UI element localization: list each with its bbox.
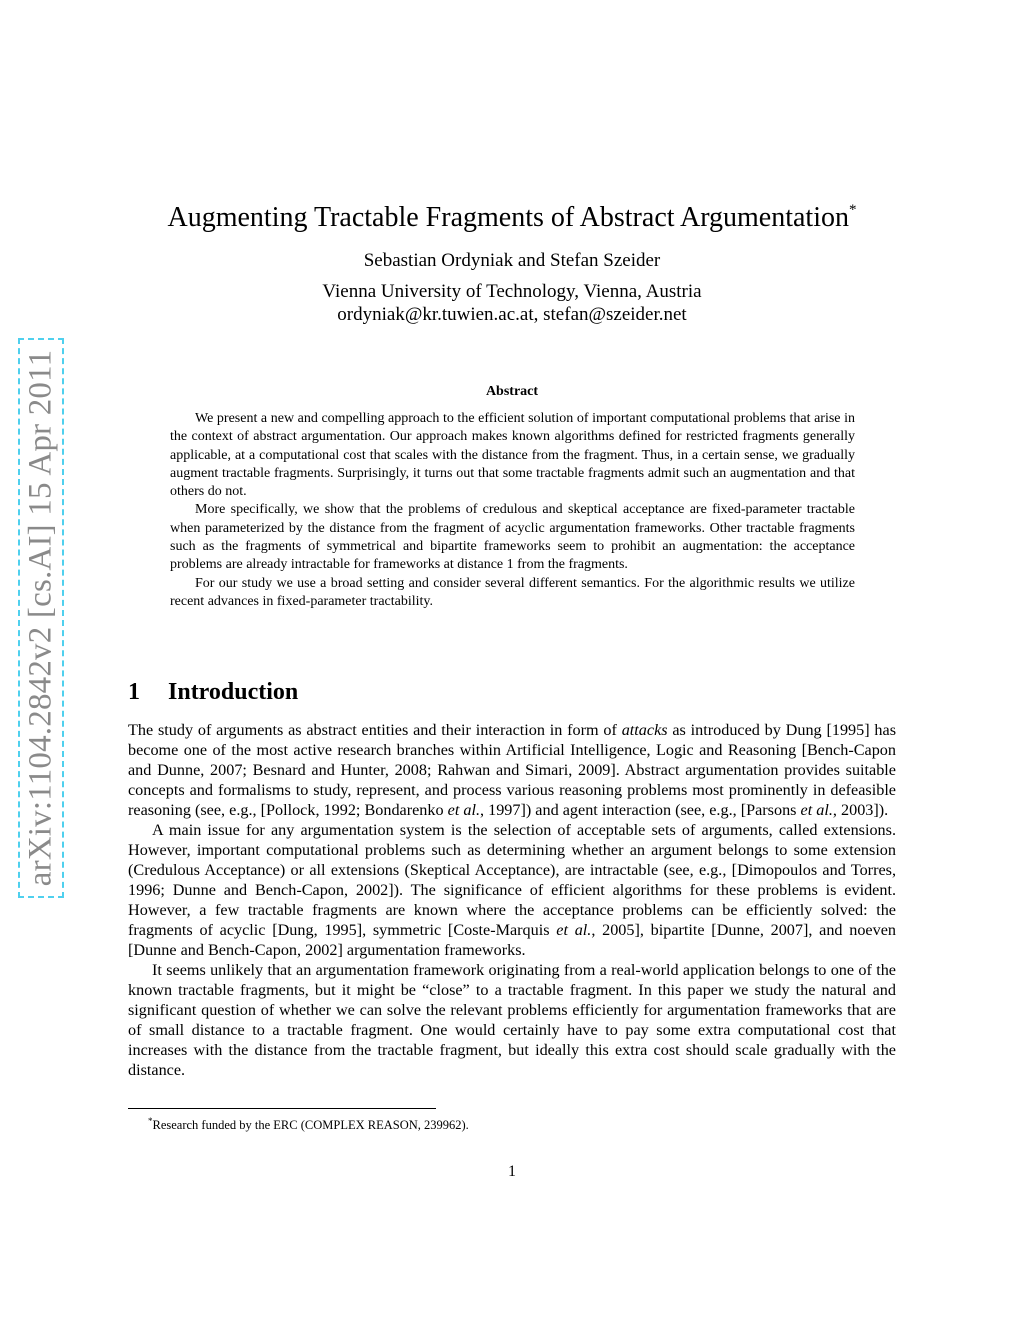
- footnote-text: Research funded by the ERC (COMPLEX REASON, 239962).: [152, 1118, 469, 1132]
- intro-paragraph: [128, 820, 896, 960]
- emphasis: attacks: [621, 721, 668, 739]
- intro-paragraph: It seems unlikely that an argumentation framework originating from a real-world application belongs to one of the known tractable fragments, but it might be “close” to a tractable fragment. In this paper we study the natural and significant question of whether we can solve the relevant problems efficiently for argumentation frameworks that are of small distance to a tractable fragment. One would certainly have to pay some extra computational cost that increases with the distance from the tractable fragment, but ideally this extra cost should scale gradually with the distance.: [128, 961, 896, 1079]
- page-number: 1: [508, 1163, 516, 1180]
- text-run: The study of arguments as abstract entities and their interaction in form of: [128, 721, 622, 739]
- abstract-paragraph: We present a new and compelling approach to the efficient solution of important computational problems that arise in the context of abstract argumentation. Our approach makes known algorithms defined for restricted fragments generally applicable, at a computational cost that scales with the distance from the fragment. Thus, in a certain sense, we gradually augment tractable fragments. Surprisingly, it turns out that some tractable fragments admit such an augmentation and that others do not.: [170, 411, 855, 500]
- intro-paragraph: [128, 720, 896, 820]
- paper-title: [0, 192, 1024, 236]
- introduction-body: [128, 720, 896, 1080]
- emails: ordyniak@kr.tuwien.ac.at, stefan@szeider.net: [337, 304, 687, 325]
- text-run: as introduced by Dung [1995] has become one of the most active research branches within Artificial Intelligence, Logic and Reasoning [Bench-Capon and Dunne, 2007; Besnard and Hunter, 2008; Rahwan and Simari, 2009]. Abstract argumentation provides suitable concepts and formalisms to study, represent, and process various reasoning problems most prominently in defeasible reasoning (see, e.g., [Pollock, 1992; Bondarenko: [128, 721, 896, 819]
- emphasis: et al.: [556, 921, 592, 939]
- footnote-mark: *: [148, 1116, 153, 1126]
- text-run: , 1997]) and agent interaction (see, e.g., [Parsons: [480, 801, 801, 819]
- footnote: [148, 1113, 469, 1133]
- text-run: A main issue for any argumentation system is the selection of acceptable sets of arguments, called extensions. However, important computational problems such as determining whether an argument belongs to some extension (Credulous Acceptance) or all extensions (Skeptical Acceptance), are intractable (see, e.g., [Dimopoulos and Torres, 1996; Dunne and Bench-Capon, 2002]). The significance of efficient algorithms for these problems is evident. However, a few tractable fragments are known where the acceptance problems can be efficiently solved: the fragments of acyclic [Dung, 1995], symmetric [Coste-Marquis: [128, 821, 896, 939]
- emphasis: et al.: [800, 801, 833, 819]
- abstract: [170, 410, 855, 611]
- section-heading: [128, 676, 298, 708]
- abstract-paragraph: For our study we use a broad setting and consider several different semantics. For the algorithmic results we utilize recent advances in fixed-parameter tractability.: [170, 575, 855, 609]
- abstract-paragraph: More specifically, we show that the problems of credulous and skeptical acceptance are fixed-parameter tractable when parameterized by the distance from the fragment of acyclic argumentation frameworks. Other tractable fragments such as the fragments of symmetrical and bipartite frameworks seem to prohibit an augmentation: the acceptance problems are already intractable for frameworks at distance 1 from the fragments.: [170, 502, 855, 573]
- title-footnote-mark: *: [849, 202, 857, 218]
- affiliation: Vienna University of Technology, Vienna, Austria: [322, 281, 702, 302]
- authors: Sebastian Ordyniak and Stefan Szeider: [363, 250, 661, 271]
- abstract-heading: Abstract: [485, 384, 539, 399]
- text-run: , 2005], bipartite [Dunne, 2007], and noeven [Dunne and Bench-Capon, 2002] argumentation frameworks.: [128, 921, 896, 959]
- arxiv-stamp-text: arXiv:1104.2842v2 [cs.AI] 15 Apr 2011: [22, 349, 59, 887]
- section-number: 1: [128, 679, 140, 705]
- affiliation-block: [0, 280, 1024, 326]
- arxiv-stamp: [18, 338, 64, 898]
- section-title: Introduction: [168, 679, 299, 705]
- title-text: Augmenting Tractable Fragments of Abstract Argumentation: [167, 202, 849, 233]
- emphasis: et al.: [447, 801, 481, 819]
- text-run: , 2003]).: [832, 801, 889, 819]
- footnote-divider: [128, 1108, 436, 1109]
